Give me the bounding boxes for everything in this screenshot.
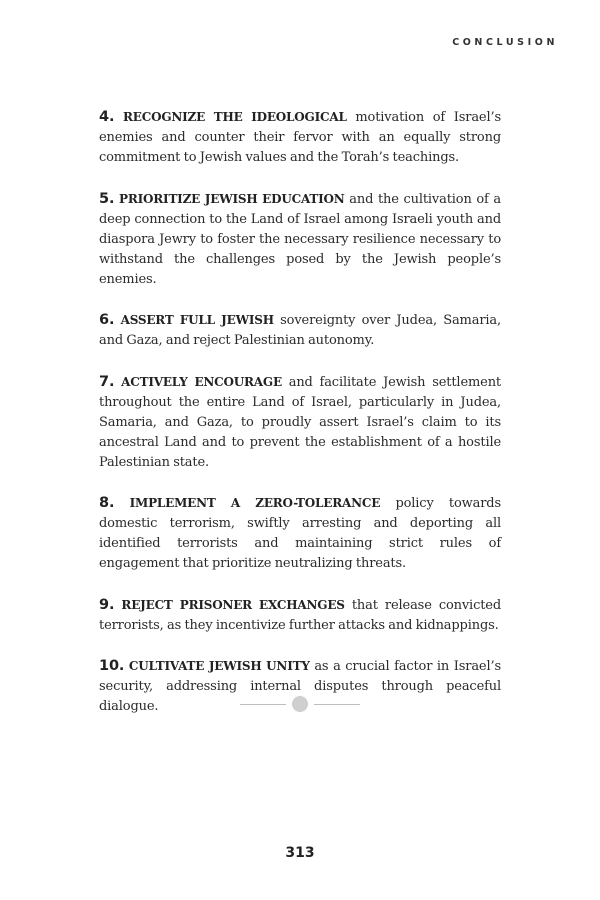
item-text: sovereignty over Judea, Samaria, and Gaza, and reject Palestinian autonomy. [99, 313, 501, 348]
page-number: 313 [285, 845, 315, 861]
item-number: 8. [99, 495, 115, 511]
item-lead: REJECT PRISONER EXCHANGES [121, 597, 345, 612]
item-text: that release convicted terrorists, as they incentivize further attacks and kidnappings. [99, 597, 501, 633]
item-number: 4. [99, 109, 115, 125]
item-lead: RECOGNIZE THE IDEOLOGICAL [123, 110, 347, 124]
item-text: and facilitate Jewish settlement throughout the entire Land of Israel, particularly in Judea, Samaria, and Gaza, to proudly assert Israel’s claim to its ancestral Land and to prevent the establishment of a hostile Palestinian state. [99, 374, 501, 470]
item-text: policy towards domestic terrorism, swiftly arresting and deporting all identified terrorists and maintaining strict rules of engagement that prioritize neutralizing threats. [99, 496, 501, 571]
item-number: 9. [99, 596, 115, 613]
list-item [99, 189, 501, 290]
item-lead: IMPLEMENT A ZERO-TOLERANCE [129, 496, 381, 510]
section-divider [240, 695, 360, 713]
divider-dot [292, 696, 308, 712]
list-item [99, 107, 501, 168]
item-lead: PRIORITIZE JEWISH EDUCATION [119, 191, 345, 206]
item-text: motivation of Israel’s enemies and counter their fervor with an equally strong commitment to Jewish values and the Torah’s teachings. [99, 110, 501, 165]
item-lead: ASSERT FULL JEWISH [120, 313, 274, 327]
divider-line-left [240, 704, 286, 705]
running-head: CONCLUSION [452, 37, 558, 48]
divider-line-right [314, 704, 360, 705]
item-number: 7. [99, 373, 115, 390]
item-lead: ACTIVELY ENCOURAGE [121, 374, 282, 389]
item-number: 10. [99, 658, 125, 674]
item-number: 6. [99, 312, 115, 328]
numbered-list [99, 107, 501, 738]
list-item [99, 493, 501, 574]
item-text: as a crucial factor in Israel’s security, addressing internal disputes through peaceful dialogue. [99, 659, 501, 714]
list-item [99, 372, 501, 473]
item-number: 5. [99, 190, 115, 207]
list-item [99, 310, 501, 351]
list-item [99, 595, 501, 636]
item-text: and the cultivation of a deep connection to the Land of Israel among Israeli youth and diaspora Jewry to foster the necessary resilience necessary to withstand the challenges posed by the Jewish people’s enemies. [99, 191, 501, 287]
item-lead: CULTIVATE JEWISH UNITY [128, 659, 310, 673]
